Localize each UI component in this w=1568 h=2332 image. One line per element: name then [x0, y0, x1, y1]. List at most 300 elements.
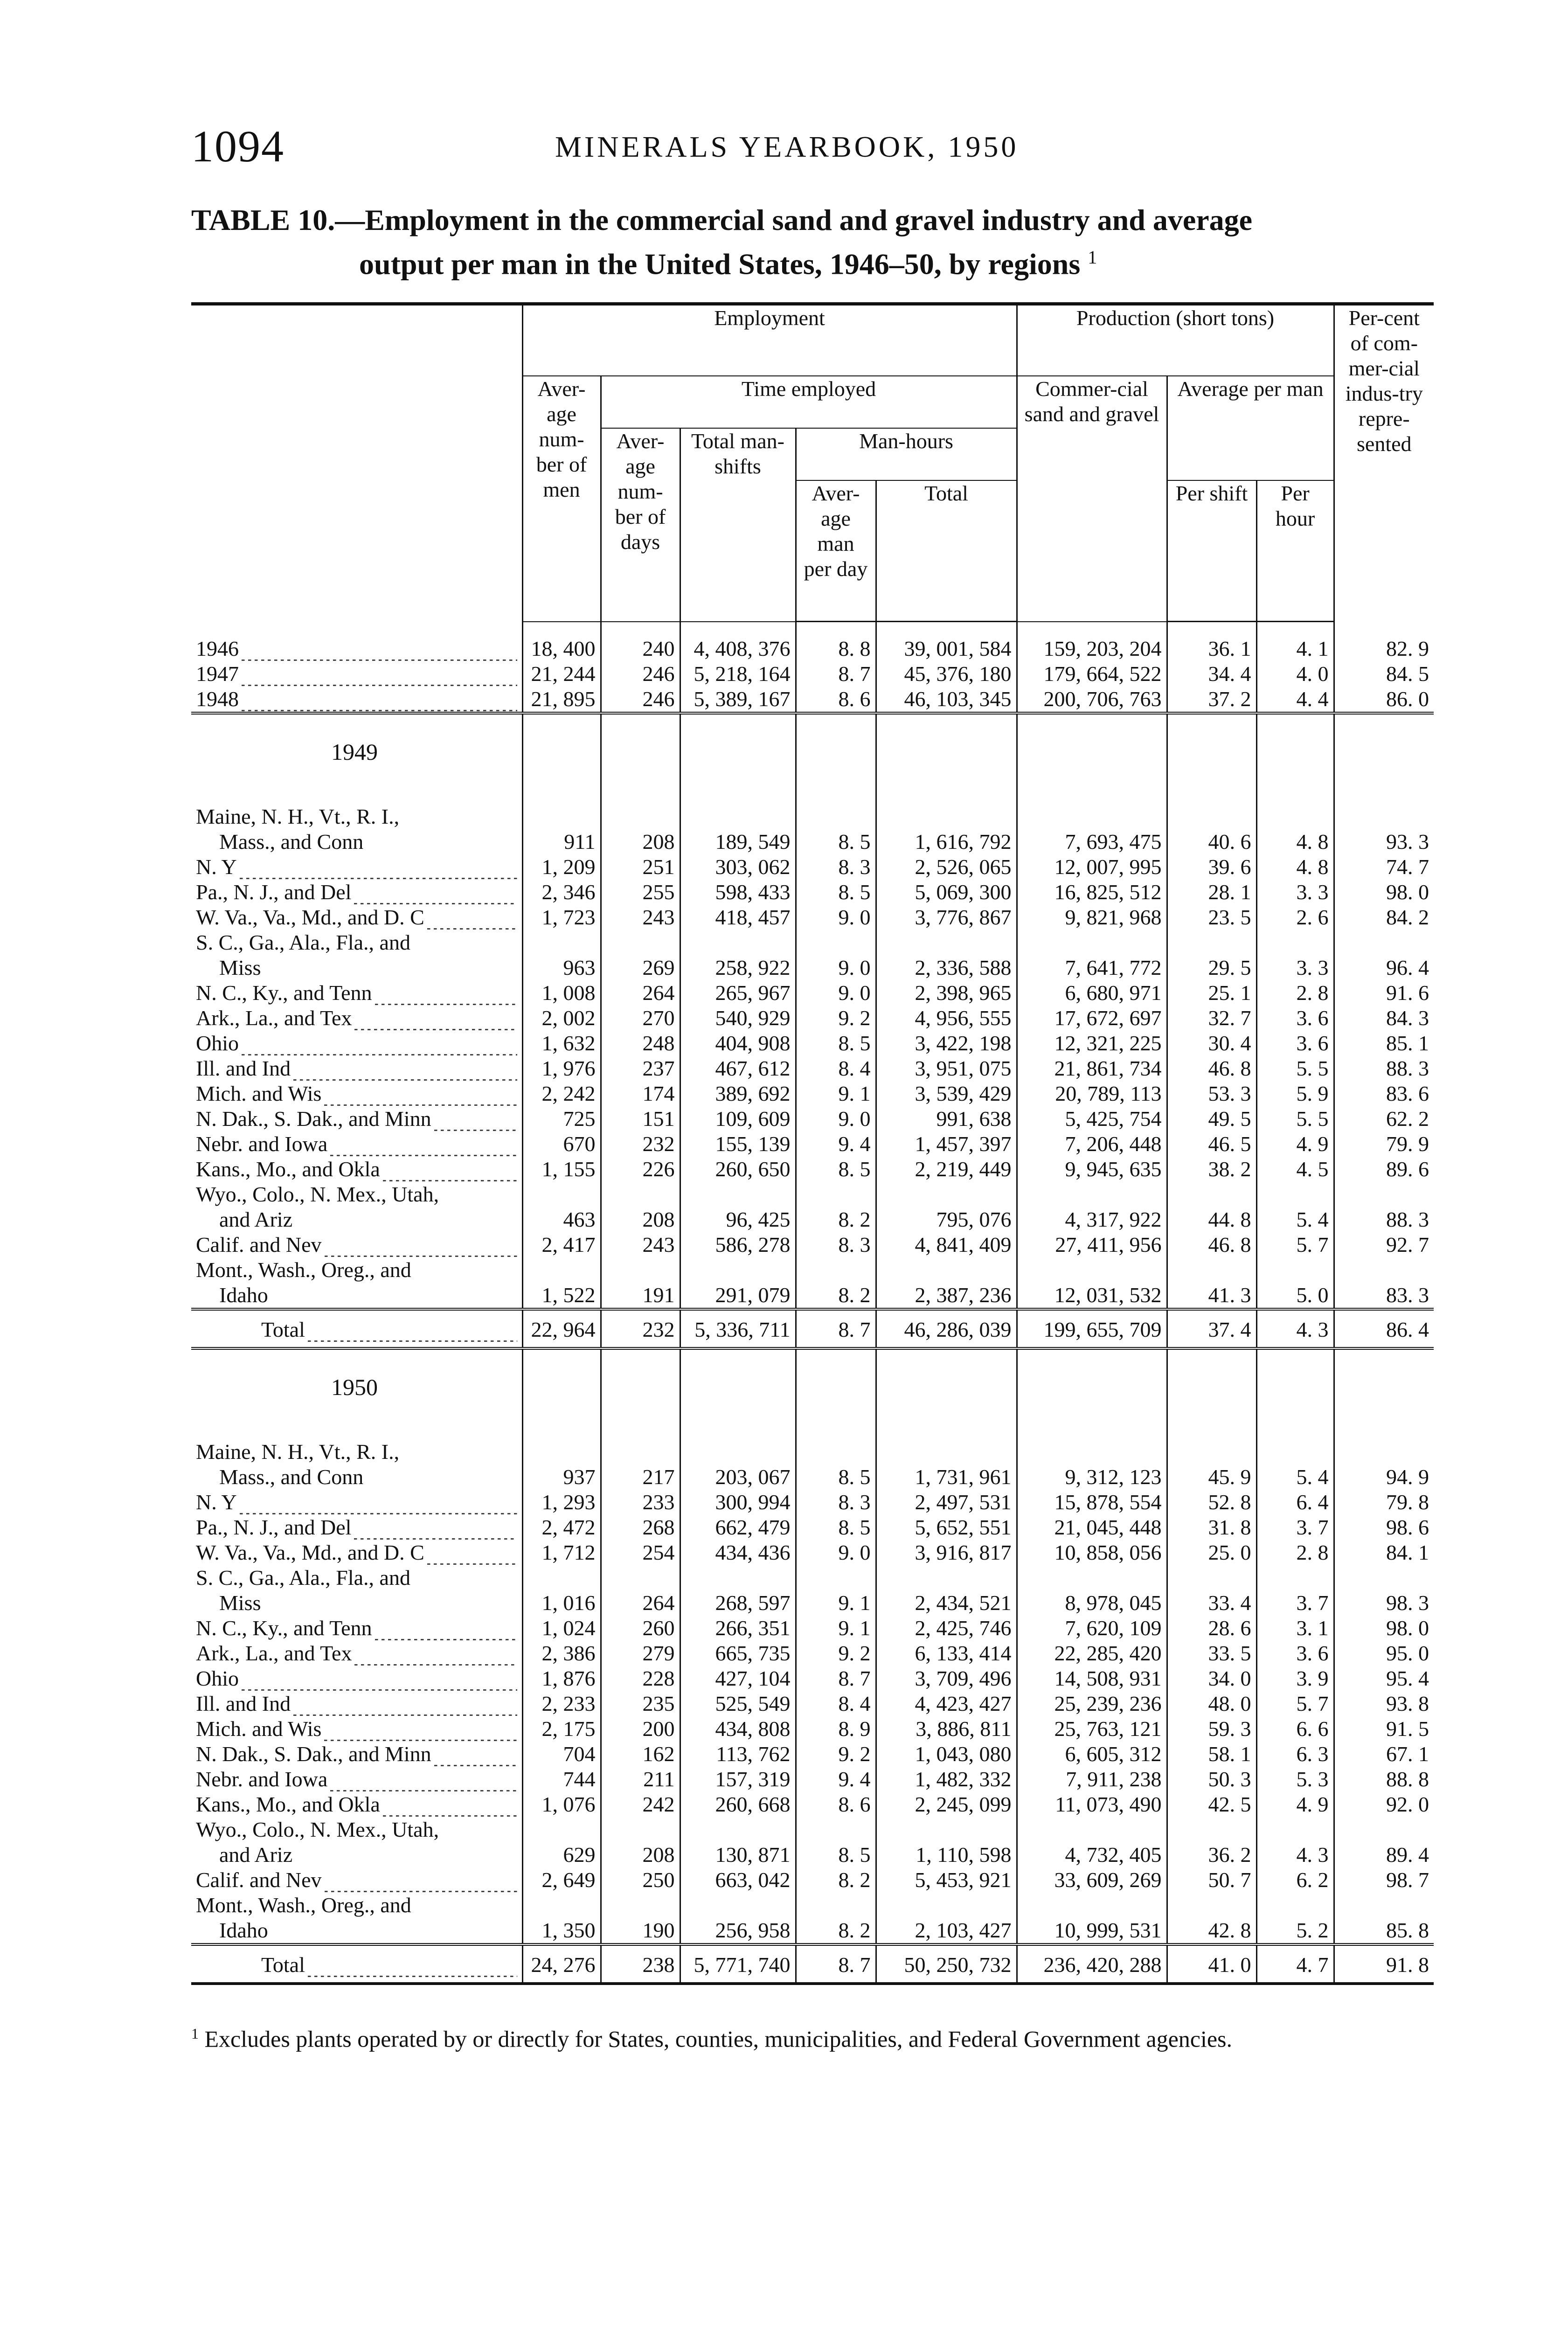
cell-value: 5, 218, 164 — [680, 661, 796, 687]
cell-value: 2, 497, 531 — [876, 1490, 1017, 1515]
cell-value: 98. 7 — [1334, 1867, 1434, 1893]
cell-value: 9. 2 — [796, 1641, 876, 1666]
cell-value: 88. 3 — [1334, 1056, 1434, 1081]
cell-value: 8. 3 — [796, 1490, 876, 1515]
caption-footnote-ref: 1 — [1088, 247, 1097, 268]
cell-value: 8. 4 — [796, 1056, 876, 1081]
label-line — [196, 1515, 517, 1540]
cell-value: 46, 103, 345 — [876, 687, 1017, 713]
label-line — [196, 1031, 517, 1056]
running-head — [191, 120, 1427, 172]
cell-value: 25. 1 — [1167, 980, 1256, 1006]
cell-value: 3, 886, 811 — [876, 1716, 1017, 1742]
row-label — [191, 1540, 522, 1565]
cell-value: 3, 539, 429 — [876, 1081, 1017, 1106]
label-text: Kans., Mo., and Okla — [196, 1157, 383, 1182]
cell-value: 255 — [601, 880, 680, 905]
leader-dots — [375, 1618, 517, 1641]
row-label — [191, 1309, 522, 1348]
section-year-label: 1950 — [191, 1348, 522, 1420]
cell-value: 2, 242 — [522, 1081, 601, 1106]
leader-dots — [308, 1955, 517, 1978]
blank-cell — [1017, 713, 1167, 784]
leader-dots — [242, 664, 517, 687]
spacer-cell — [796, 622, 876, 637]
cell-value: 237 — [601, 1056, 680, 1081]
row-label — [191, 854, 522, 880]
cell-value: 8. 5 — [796, 804, 876, 854]
leader-dots — [383, 1795, 517, 1817]
label-line — [196, 1616, 517, 1641]
cell-value: 1, 350 — [522, 1893, 601, 1944]
cell-value: 4. 9 — [1256, 1792, 1334, 1817]
cell-value: 46. 8 — [1167, 1056, 1256, 1081]
label-text: Ark., La., and Tex — [196, 1641, 354, 1666]
caption-line-2: output per man in the United States, 1946–50, by regions — [359, 247, 1081, 281]
cell-value: 98. 0 — [1334, 880, 1434, 905]
region-row — [191, 1565, 1434, 1616]
cell-value: 2, 434, 521 — [876, 1565, 1017, 1616]
region-row — [191, 1767, 1434, 1792]
cell-value: 4. 4 — [1256, 687, 1334, 713]
cell-value: 8. 2 — [796, 1257, 876, 1309]
cell-value: 190 — [601, 1893, 680, 1944]
cell-value: 88. 3 — [1334, 1182, 1434, 1232]
leader-dots — [434, 1744, 517, 1767]
cell-value: 911 — [522, 804, 601, 854]
cell-value: 83. 3 — [1334, 1257, 1434, 1309]
cell-value: 704 — [522, 1742, 601, 1767]
cell-value: 179, 664, 522 — [1017, 661, 1167, 687]
cell-value: 389, 692 — [680, 1081, 796, 1106]
label-line — [196, 1641, 517, 1666]
label-text: 1948 — [196, 687, 242, 712]
cell-value: 200, 706, 763 — [1017, 687, 1167, 713]
cell-value: 16, 825, 512 — [1017, 880, 1167, 905]
leader-dots — [240, 857, 517, 880]
cell-value: 4, 408, 376 — [680, 636, 796, 661]
cell-value: 258, 922 — [680, 930, 796, 980]
gap-row — [191, 1420, 1434, 1439]
region-row — [191, 1232, 1434, 1257]
cell-value: 418, 457 — [680, 905, 796, 930]
blank-cell — [876, 713, 1017, 784]
label-text: W. Va., Va., Md., and D. C — [196, 905, 427, 930]
cell-value: 85. 1 — [1334, 1031, 1434, 1056]
label-text: Mich. and Wis — [196, 1716, 324, 1742]
cell-value: 744 — [522, 1767, 601, 1792]
label-line — [196, 1006, 517, 1031]
row-label — [191, 905, 522, 930]
region-row — [191, 1792, 1434, 1817]
blank-cell — [601, 784, 680, 804]
label-text: Miss — [219, 1591, 264, 1615]
cell-value: 434, 808 — [680, 1716, 796, 1742]
cell-value: 58. 1 — [1167, 1742, 1256, 1767]
cell-value: 217 — [601, 1439, 680, 1490]
cell-value: 2, 425, 746 — [876, 1616, 1017, 1641]
blank-cell — [191, 784, 522, 804]
row-label — [191, 1056, 522, 1081]
percent-represented-header: Per-cent of com-mer-cial indus-try repre-sented — [1334, 304, 1434, 622]
cell-value: 130, 871 — [680, 1817, 796, 1867]
cell-value: 9, 312, 123 — [1017, 1439, 1167, 1490]
cell-value: 4. 0 — [1256, 661, 1334, 687]
cell-value: 11, 073, 490 — [1017, 1792, 1167, 1817]
cell-value: 2, 103, 427 — [876, 1893, 1017, 1944]
label-line — [196, 1283, 517, 1308]
row-label — [191, 1031, 522, 1056]
label-line — [196, 1157, 517, 1182]
cell-value: 2. 8 — [1256, 1540, 1334, 1565]
cell-value: 96, 425 — [680, 1182, 796, 1232]
cell-value: 84. 1 — [1334, 1540, 1434, 1565]
cell-value: 2. 6 — [1256, 905, 1334, 930]
cell-value: 208 — [601, 1182, 680, 1232]
cell-value: 155, 139 — [680, 1131, 796, 1157]
cell-value: 74. 7 — [1334, 854, 1434, 880]
cell-value: 50, 250, 732 — [876, 1944, 1017, 1984]
label-text: Miss — [219, 956, 264, 979]
cell-value: 248 — [601, 1031, 680, 1056]
cell-value: 4. 9 — [1256, 1131, 1334, 1157]
cell-value: 3. 7 — [1256, 1565, 1334, 1616]
cell-value: 8, 978, 045 — [1017, 1565, 1167, 1616]
label-line — [196, 1742, 517, 1767]
label-text: Mich. and Wis — [196, 1081, 324, 1106]
row-label — [191, 804, 522, 854]
avg-man-per-day-header: Aver-age man per day — [796, 480, 876, 622]
cell-value: 25. 0 — [1167, 1540, 1256, 1565]
blank-cell — [522, 713, 601, 784]
cell-value: 50. 3 — [1167, 1767, 1256, 1792]
cell-value: 434, 436 — [680, 1540, 796, 1565]
label-text: N. Dak., S. Dak., and Minn — [196, 1106, 434, 1131]
cell-value: 5. 3 — [1256, 1767, 1334, 1792]
cell-value: 240 — [601, 636, 680, 661]
row-label — [191, 980, 522, 1006]
label-text: Pa., N. J., and Del — [196, 1515, 354, 1540]
blank-cell — [601, 1348, 680, 1420]
label-line — [196, 1716, 517, 1742]
cell-value: 5, 652, 551 — [876, 1515, 1017, 1540]
cell-value: 34. 4 — [1167, 661, 1256, 687]
cell-value: 5, 771, 740 — [680, 1944, 796, 1984]
cell-value: 8. 7 — [796, 661, 876, 687]
cell-value: 1, 482, 332 — [876, 1767, 1017, 1792]
cell-value: 157, 319 — [680, 1767, 796, 1792]
cell-value: 12, 007, 995 — [1017, 854, 1167, 880]
blank-cell — [1334, 1348, 1434, 1420]
region-row — [191, 1867, 1434, 1893]
cell-value: 4. 5 — [1256, 1157, 1334, 1182]
leader-dots — [242, 1034, 517, 1056]
row-label — [191, 1006, 522, 1031]
cell-value: 250 — [601, 1867, 680, 1893]
label-line — [196, 1081, 517, 1106]
label-line — [196, 1590, 517, 1616]
cell-value: 6. 4 — [1256, 1490, 1334, 1515]
region-row — [191, 980, 1434, 1006]
blank-cell — [191, 1420, 522, 1439]
cell-value: 33. 4 — [1167, 1565, 1256, 1616]
region-row — [191, 1439, 1434, 1490]
cell-value: 300, 994 — [680, 1490, 796, 1515]
cell-value: 243 — [601, 905, 680, 930]
cell-value: 2, 245, 099 — [876, 1792, 1017, 1817]
blank-cell — [1167, 713, 1256, 784]
region-row — [191, 1031, 1434, 1056]
cell-value: 84. 3 — [1334, 1006, 1434, 1031]
spacer-row — [191, 622, 1434, 637]
cell-value: 42. 5 — [1167, 1792, 1256, 1817]
cell-value: 291, 079 — [680, 1257, 796, 1309]
row-label — [191, 1716, 522, 1742]
cell-value: 159, 203, 204 — [1017, 636, 1167, 661]
blank-cell — [796, 713, 876, 784]
leader-dots — [354, 882, 517, 905]
cell-value: 1, 731, 961 — [876, 1439, 1017, 1490]
cell-value: 525, 549 — [680, 1691, 796, 1716]
cell-value: 174 — [601, 1081, 680, 1106]
cell-value: 8. 2 — [796, 1893, 876, 1944]
cell-value: 235 — [601, 1691, 680, 1716]
label-line — [196, 1918, 517, 1943]
spacer-cell — [1256, 622, 1334, 637]
label-text: Nebr. and Iowa — [196, 1767, 330, 1792]
cell-value: 15, 878, 554 — [1017, 1490, 1167, 1515]
cell-value: 540, 929 — [680, 1006, 796, 1031]
cell-value: 33, 609, 269 — [1017, 1867, 1167, 1893]
cell-value: 246 — [601, 687, 680, 713]
cell-value: 17, 672, 697 — [1017, 1006, 1167, 1031]
total-man-hours-header: Total — [876, 480, 1017, 622]
cell-value: 9, 945, 635 — [1017, 1157, 1167, 1182]
region-row — [191, 1106, 1434, 1131]
cell-value: 3. 6 — [1256, 1031, 1334, 1056]
cell-value: 9. 0 — [796, 930, 876, 980]
label-text: S. C., Ga., Ala., Fla., and — [196, 930, 410, 954]
row-label — [191, 1792, 522, 1817]
leader-dots — [242, 639, 517, 661]
label-text: and Ariz — [219, 1208, 295, 1231]
cell-value: 5. 4 — [1256, 1182, 1334, 1232]
cell-value: 8. 8 — [796, 636, 876, 661]
row-label — [191, 687, 522, 713]
cell-value: 6, 680, 971 — [1017, 980, 1167, 1006]
row-label — [191, 1439, 522, 1490]
section-year-row — [191, 713, 1434, 784]
footnote — [191, 2020, 1446, 2053]
cell-value: 92. 0 — [1334, 1792, 1434, 1817]
cell-value: 3, 422, 198 — [876, 1031, 1017, 1056]
cell-value: 62. 2 — [1334, 1106, 1434, 1131]
cell-value: 28. 6 — [1167, 1616, 1256, 1641]
cell-value: 937 — [522, 1439, 601, 1490]
region-row — [191, 1691, 1434, 1716]
label-text: Nebr. and Iowa — [196, 1131, 330, 1157]
year-row-1946 — [191, 636, 1434, 661]
cell-value: 4, 317, 922 — [1017, 1182, 1167, 1232]
label-line — [261, 1317, 517, 1342]
cell-value: 7, 620, 109 — [1017, 1616, 1167, 1641]
cell-value: 5, 425, 754 — [1017, 1106, 1167, 1131]
cell-value: 5. 7 — [1256, 1691, 1334, 1716]
cell-value: 91. 6 — [1334, 980, 1434, 1006]
cell-value: 34. 0 — [1167, 1666, 1256, 1691]
row-label — [191, 1767, 522, 1792]
cell-value: 98. 0 — [1334, 1616, 1434, 1641]
label-line — [196, 1792, 517, 1817]
cell-value: 9. 0 — [796, 1106, 876, 1131]
cell-value: 86. 0 — [1334, 687, 1434, 713]
cell-value: 5. 2 — [1256, 1893, 1334, 1944]
leader-dots — [427, 1543, 517, 1565]
cell-value: 8. 7 — [796, 1666, 876, 1691]
cell-value: 84. 5 — [1334, 661, 1434, 687]
region-row — [191, 1182, 1434, 1232]
leader-dots — [242, 1669, 517, 1691]
cell-value: 9. 0 — [796, 980, 876, 1006]
avg-days-header: Aver-age num-ber of days — [601, 428, 680, 622]
blank-cell — [522, 1420, 601, 1439]
cell-value: 85. 8 — [1334, 1893, 1434, 1944]
row-label — [191, 1131, 522, 1157]
cell-value: 1, 008 — [522, 980, 601, 1006]
cell-value: 8. 5 — [796, 1031, 876, 1056]
cell-value: 162 — [601, 1742, 680, 1767]
cell-value: 5. 5 — [1256, 1106, 1334, 1131]
leader-dots — [354, 1518, 517, 1540]
footnote-text: Excludes plants operated by or directly for States, counties, municipalities, and Federal Government agencies. — [204, 2026, 1232, 2052]
cell-value: 725 — [522, 1106, 601, 1131]
region-row — [191, 1257, 1434, 1309]
cell-value: 2, 387, 236 — [876, 1257, 1017, 1309]
label-line — [196, 1767, 517, 1792]
label-line — [196, 636, 517, 661]
cell-value: 7, 911, 238 — [1017, 1767, 1167, 1792]
blank-cell — [796, 784, 876, 804]
cell-value: 4. 8 — [1256, 854, 1334, 880]
label-text: Wyo., Colo., N. Mex., Utah, — [196, 1182, 439, 1206]
label-text: 1946 — [196, 636, 242, 661]
row-label — [191, 1257, 522, 1309]
cell-value: 9. 0 — [796, 1540, 876, 1565]
cell-value: 795, 076 — [876, 1182, 1017, 1232]
page-number: 1094 — [191, 121, 284, 171]
cell-value: 963 — [522, 930, 601, 980]
cell-value: 4. 3 — [1256, 1817, 1334, 1867]
cell-value: 89. 4 — [1334, 1817, 1434, 1867]
cell-value: 4. 8 — [1256, 804, 1334, 854]
cell-value: 665, 735 — [680, 1641, 796, 1666]
production-header: Production (short tons) — [1017, 304, 1334, 376]
cell-value: 9. 4 — [796, 1767, 876, 1792]
cell-value: 50. 7 — [1167, 1867, 1256, 1893]
total-row — [191, 1944, 1434, 1984]
cell-value: 95. 0 — [1334, 1641, 1434, 1666]
cell-value: 1, 293 — [522, 1490, 601, 1515]
region-row — [191, 1716, 1434, 1742]
cell-value: 1, 110, 598 — [876, 1817, 1017, 1867]
region-row — [191, 1540, 1434, 1565]
cell-value: 3. 3 — [1256, 880, 1334, 905]
row-label — [191, 636, 522, 661]
cell-value: 9. 1 — [796, 1616, 876, 1641]
per-shift-header: Per shift — [1167, 480, 1256, 622]
cell-value: 260, 668 — [680, 1792, 796, 1817]
footnote-ref: 1 — [191, 2025, 199, 2042]
cell-value: 1, 016 — [522, 1565, 601, 1616]
total-row — [191, 1309, 1434, 1348]
cell-value: 228 — [601, 1666, 680, 1691]
cell-value: 36. 2 — [1167, 1817, 1256, 1867]
label-text: Calif. and Nev — [196, 1867, 325, 1893]
label-text: S. C., Ga., Ala., Fla., and — [196, 1566, 410, 1589]
cell-value: 232 — [601, 1131, 680, 1157]
cell-value: 96. 4 — [1334, 930, 1434, 980]
label-text: Ohio — [196, 1031, 242, 1056]
cell-value: 7, 693, 475 — [1017, 804, 1167, 854]
cell-value: 46. 5 — [1167, 1131, 1256, 1157]
time-employed-header: Time employed — [601, 376, 1017, 428]
cell-value: 2, 175 — [522, 1716, 601, 1742]
cell-value: 5. 5 — [1256, 1056, 1334, 1081]
cell-value: 7, 206, 448 — [1017, 1131, 1167, 1157]
cell-value: 9. 1 — [796, 1081, 876, 1106]
label-line — [196, 1867, 517, 1893]
cell-value: 8. 2 — [796, 1867, 876, 1893]
cell-value: 79. 8 — [1334, 1490, 1434, 1515]
row-label — [191, 1641, 522, 1666]
average-per-man-header: Average per man — [1167, 376, 1334, 480]
cell-value: 5. 4 — [1256, 1439, 1334, 1490]
cell-value: 8. 5 — [796, 1439, 876, 1490]
row-label — [191, 1490, 522, 1515]
cell-value: 1, 876 — [522, 1666, 601, 1691]
region-row — [191, 905, 1434, 930]
row-label — [191, 1742, 522, 1767]
region-row — [191, 1515, 1434, 1540]
row-label — [191, 1893, 522, 1944]
avg-men-header: Aver-age num-ber of men — [522, 376, 601, 622]
label-text: Ohio — [196, 1666, 242, 1691]
cell-value: 2, 398, 965 — [876, 980, 1017, 1006]
cell-value: 2, 002 — [522, 1006, 601, 1031]
table-caption — [191, 201, 1427, 283]
label-text: Total — [261, 1952, 308, 1978]
label-line — [196, 1691, 517, 1716]
row-label — [191, 1081, 522, 1106]
region-row — [191, 1893, 1434, 1944]
cell-value: 264 — [601, 980, 680, 1006]
cell-value: 260, 650 — [680, 1157, 796, 1182]
cell-value: 12, 031, 532 — [1017, 1257, 1167, 1309]
cell-value: 82. 9 — [1334, 636, 1434, 661]
cell-value: 4. 1 — [1256, 636, 1334, 661]
cell-value: 303, 062 — [680, 854, 796, 880]
row-label — [191, 661, 522, 687]
label-text: N. Y — [196, 1490, 240, 1515]
cell-value: 670 — [522, 1131, 601, 1157]
region-row — [191, 1490, 1434, 1515]
blank-cell — [1256, 784, 1334, 804]
cell-value: 10, 999, 531 — [1017, 1893, 1167, 1944]
blank-cell — [680, 713, 796, 784]
label-line — [196, 1207, 517, 1232]
label-text: W. Va., Va., Md., and D. C — [196, 1540, 427, 1565]
cell-value: 1, 155 — [522, 1157, 601, 1182]
